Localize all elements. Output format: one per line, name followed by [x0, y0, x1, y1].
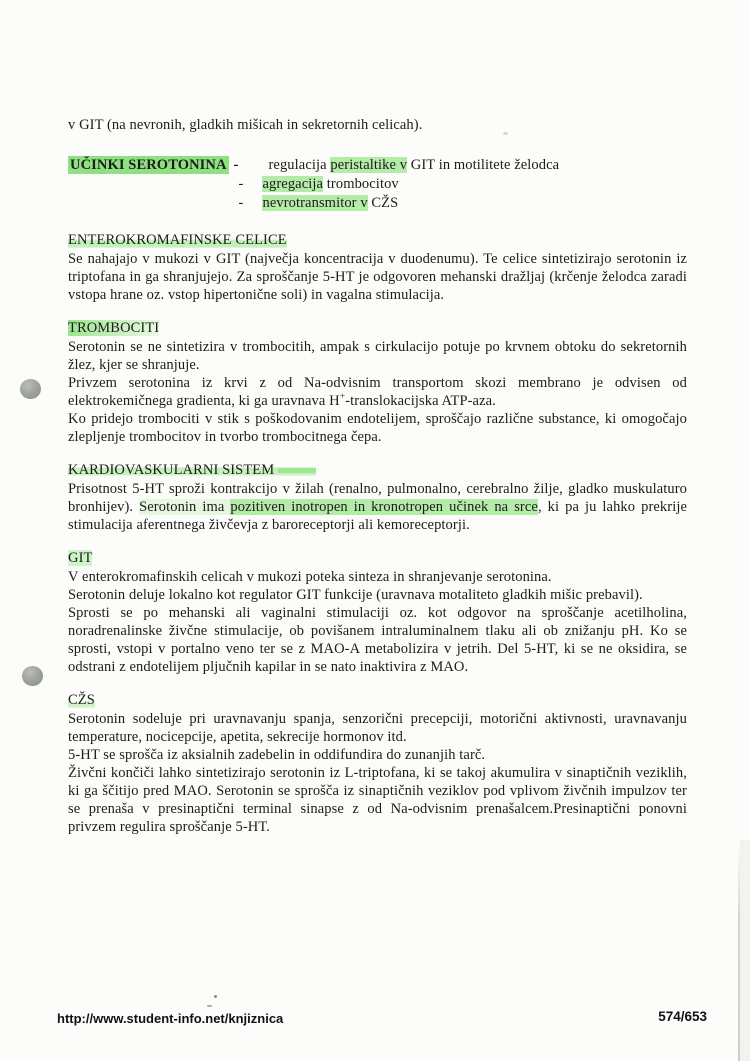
list-item [238, 194, 687, 213]
section-heading-text: ENTEROKROMAFINSKE CELICE [68, 232, 287, 248]
list-item [238, 156, 687, 175]
scan-artifact [207, 1005, 212, 1007]
section-heading [68, 461, 687, 480]
paragraph: Prisotnost 5-HT sproži kontrakcijo v žilah (renalno, pulmonalno, cerebralno žilje, gladko muskulaturo bronhijev). Serotonin ima pozitiven inotropen in kronotropen učinek na srce, ki pa ju lahko prekrije stimulacija aferentnega živčevja z baroreceptorji ali kemoreceptorji. [68, 481, 687, 533]
hole-punch-icon [22, 666, 43, 686]
paragraph: Serotonin deluje lokalno kot regulator GIT funkcije (uravnava motaliteto gladkih mišic prebavil). [68, 587, 643, 603]
page-edge-shade [740, 840, 750, 1061]
bullet-marker: - [238, 176, 244, 192]
footer-url: http://www.student-info.net/knjiznica [57, 1011, 284, 1026]
hole-punch-icon [20, 379, 41, 399]
paragraph: Ko pridejo trombociti v stik s poškodovanim endotelijem, sproščajo različne substance, ki omogočajo zlepljenje trombocitov in tvorbo trombocitnega čepa. [68, 411, 687, 445]
effects-bullet-list [238, 156, 687, 213]
paragraph: 5-HT se sprošča iz aksialnih zadebelin in oddifundira do zunanjih tarč. [68, 747, 486, 763]
section-trombociti [68, 319, 687, 446]
section-kardiovaskularni-sistem [68, 461, 687, 534]
paragraph: Serotonin sodeluje pri uravnavanju spanja, senzorični precepciji, motorični aktivnosti, uravnavanju temperature, nocicepcije, apetita, sekrecije hormonov itd. [68, 711, 687, 745]
section-heading [68, 231, 687, 250]
section-git [68, 549, 687, 676]
page-content [68, 116, 687, 836]
section-heading [68, 319, 687, 338]
paragraph: Serotonin se ne sintetizira v trombocitih, ampak s cirkulacijo potuje po krvnem obtoku do sekretornih žlez, kjer se shranjuje. [68, 339, 687, 373]
bullet-marker: - [238, 195, 244, 211]
page-number: 574/653 [658, 1009, 707, 1024]
effects-heading-text: UČINKI SEROTONINA [70, 157, 227, 173]
section-heading-text: TROMBOCITI [68, 320, 160, 336]
page-edge-line [738, 845, 740, 1061]
bullet-text: nevrotransmitor v CŽS [262, 195, 399, 211]
paragraph: Se nahajajo v mukozi v GIT (največja koncentracija v duodenumu). Te celice sintetizirajo serotonin iz triptofana in ga shranjujejo. Za sproščanje 5-HT je odgovoren mehanski dražljaj (krčenje želodca zaradi vstopa hrane oz. vstop hipertonične soli) in vagalna stimulacija. [68, 251, 687, 303]
bullet-text: regulacija peristaltike v GIT in motilitete želodca [268, 157, 560, 173]
section-heading [68, 691, 687, 710]
list-item [238, 175, 687, 194]
scan-artifact [214, 995, 217, 998]
effects-block [68, 156, 687, 213]
section-heading-text: GIT [68, 550, 93, 566]
paragraph: Sprosti se po mehanski ali vaginalni stimulaciji oz. kot odgovor na sproščanje acetilholina, noradrenalinske živčne stimulacije, ob povišanem intraluminalnem tlaku ali ob znižanju pH. Ko se sprosti, vstopi v portalno veno ter se z MAO-A metabolizira v jetrih. Del 5-HT, ki se ne oksidira, se odstrani z endotelijem pljučnih kapilar in se nato inaktivira z MAO. [68, 605, 687, 675]
section-czs [68, 691, 687, 836]
heading-dash: - [233, 157, 239, 173]
intro-line: v GIT (na nevronih, gladkih mišicah in sekretornih celicah). [68, 117, 423, 133]
section-heading-text: KARDIOVASKULARNI SISTEM [68, 462, 316, 478]
effects-heading [68, 156, 238, 213]
section-heading [68, 549, 687, 568]
paragraph: Živčni končiči lahko sintetizirajo serotonin iz L-triptofana, ki se takoj akumulira v sinaptičnih veziklih, ki ga ščitijo pred MAO. Serotonin se sprošča iz sinaptičnih veziklov pod vplivom živčnih impulzov ter se prenaša v presinaptični terminal sinapse z od Na-odvisnim prenašalcem.Presinaptični ponovni privzem regulira sproščanje 5-HT. [68, 765, 687, 835]
section-enterokromafinske-celice [68, 231, 687, 304]
paragraph: V enterokromafinskih celicah v mukozi poteka sinteza in shranjevanje serotonina. [68, 569, 552, 585]
paragraph: Privzem serotonina iz krvi z od Na-odvisnim transportom skozi membrano je odvisen od elektrokemičnega gradienta, ki ga uravnava H+-translokacijska ATP-aza. [68, 375, 687, 409]
section-heading-text: CŽS [68, 692, 95, 708]
bullet-text: agregacija trombocitov [262, 176, 399, 192]
bullet-marker [238, 156, 262, 175]
